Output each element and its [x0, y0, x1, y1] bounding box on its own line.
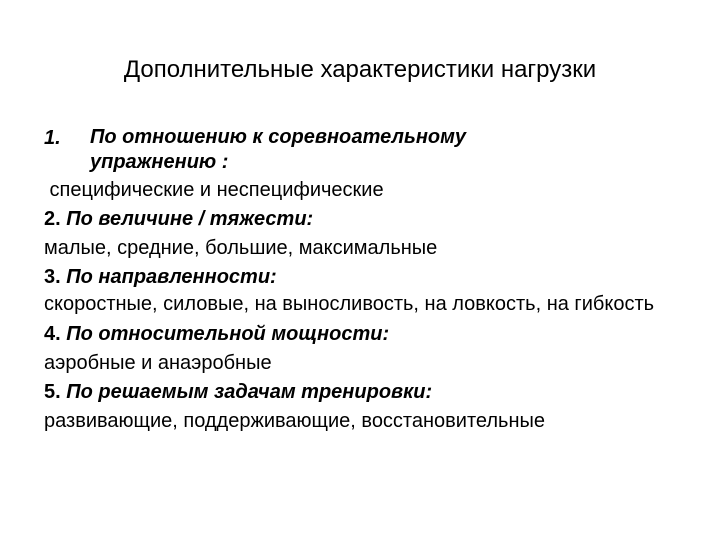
item-2-text: малые, средние, большие, максимальные [44, 237, 438, 259]
item-1-number: 1. [44, 127, 61, 149]
item-2-heading [44, 205, 704, 234]
item-4-heading [44, 320, 704, 349]
item-5-number: 5. [44, 381, 61, 403]
item-5-heading-text: По решаемым задачам тренировки: [60, 381, 433, 403]
item-2-heading-text: По величине / тяжести: [60, 208, 314, 230]
item-1-text: специфические и неспецифические [44, 179, 384, 201]
slide-content [44, 125, 704, 436]
item-4-text: аэробные и анаэробные [44, 352, 272, 374]
item-1-heading-line2: упражнению : [90, 151, 229, 173]
item-1-heading [44, 125, 704, 175]
item-3-text: скоростные, силовые, на выносливость, на ловкость, на гибкость [44, 293, 655, 315]
item-2-number: 2. [44, 208, 61, 230]
item-4-number: 4. [44, 323, 61, 345]
item-3-heading [44, 263, 704, 292]
item-5-text: развивающие, поддерживающие, восстановительные [44, 410, 545, 432]
item-1-heading-line1: По отношению к соревноательному [90, 126, 467, 148]
item-5-heading [44, 378, 704, 407]
item-3-heading-text: По направленности: [60, 266, 277, 288]
slide-title: Дополнительные характеристики нагрузки [123, 56, 597, 83]
item-3-number: 3. [44, 266, 61, 288]
item-4-heading-text: По относительной мощности: [60, 323, 390, 345]
